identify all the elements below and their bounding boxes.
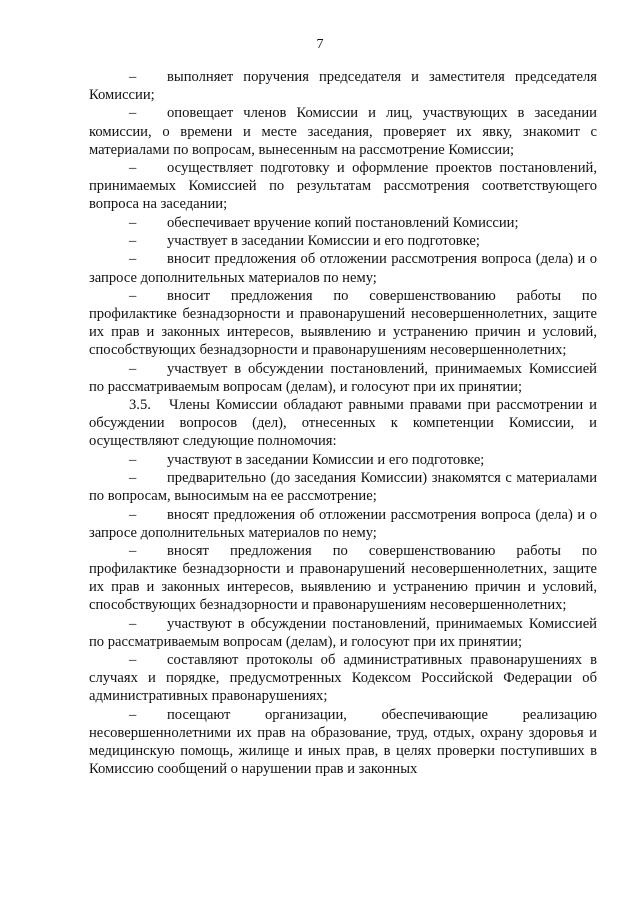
paragraph-text: вносят предложения об отложении рассмотрения вопроса (дела) и о запросе дополнительных материалов по нему; — [89, 506, 597, 541]
dash-marker: – — [129, 652, 137, 669]
dash-marker: – — [129, 506, 137, 523]
paragraph-text: вносит предложения об отложении рассмотрения вопроса (дела) и о запросе дополнительных материалов по нему; — [89, 251, 597, 286]
bullet-paragraph — [89, 232, 597, 250]
bullet-paragraph — [89, 615, 597, 651]
paragraph-text: участвуют в заседании Комиссии и его подготовке; — [167, 451, 485, 468]
bullet-paragraph — [89, 451, 597, 469]
paragraph-text: выполняет поручения председателя и заместителя председателя Комиссии; — [89, 69, 597, 104]
dash-marker: – — [129, 706, 137, 723]
paragraph-text: вносит предложения по совершенствованию работы по профилактике безнадзорности и правонарушений несовершеннолетних, защите их прав и законных интересов, выявлению и устранению причин и условий, способствующих безнадзорности и правонарушениям несовершеннолетних; — [89, 287, 597, 359]
dash-marker: – — [129, 360, 137, 377]
paragraph-text: вносят предложения по совершенствованию работы по профилактике безнадзорности и правонарушений несовершеннолетних, защите их прав и законных интересов, выявлению и устранению причин и условий, способствующих безнадзорности и правонарушениям несовершеннолетних; — [89, 543, 597, 614]
paragraph-text: предварительно (до заседания Комиссии) знакомятся с материалами по вопросам, выносимым на ее рассмотрение; — [89, 470, 597, 505]
bullet-paragraph — [89, 287, 597, 359]
dash-marker: – — [129, 251, 137, 268]
page-number: 7 — [316, 37, 324, 52]
dash-marker: – — [129, 105, 137, 122]
bullet-paragraph — [89, 250, 597, 286]
dash-marker: – — [129, 615, 137, 632]
dash-marker: – — [129, 470, 137, 487]
bullet-paragraph — [89, 469, 597, 505]
dash-marker: – — [129, 287, 137, 304]
bullet-paragraph — [89, 506, 597, 542]
dash-marker: – — [129, 451, 137, 468]
dash-marker: – — [129, 233, 137, 250]
bullet-paragraph — [89, 104, 597, 158]
bullet-paragraph — [89, 360, 597, 396]
dash-marker: – — [129, 69, 137, 85]
dash-marker: – — [129, 214, 137, 231]
bullet-paragraph — [89, 706, 597, 778]
paragraph-text: оповещает членов Комиссии и лиц, участвующих в заседании комиссии, о времени и месте заседания, проверяет их явку, знакомит с материалами по вопросам, вынесенным на рассмотрение Комиссии; — [89, 105, 597, 158]
paragraph-text: участвуют в обсуждении постановлений, принимаемых Комиссией по рассматриваемым вопросам (делам), и голосуют при их принятии; — [89, 615, 597, 650]
dash-marker: – — [129, 160, 137, 177]
bullet-paragraph — [89, 159, 597, 213]
bullet-paragraph — [89, 68, 597, 104]
numbered-paragraph — [89, 396, 597, 450]
paragraph-text: Члены Комиссии обладают равными правами при рассмотрении и обсуждении вопросов (дел), отнесенных к компетенции Комиссии, и осуществляют следующие полномочия: — [89, 397, 597, 450]
paragraph-text: обеспечивает вручение копий постановлений Комиссии; — [167, 214, 519, 231]
bullet-paragraph — [89, 651, 597, 705]
paragraph-text: посещают организации, обеспечивающие реализацию несовершеннолетними их прав на образование, труд, отдых, охрану здоровья и медицинскую помощь, жилище и иных прав, в целях проверки поступивших в Комиссию сообщений о нарушении прав и законных — [89, 706, 597, 778]
section-number: 3.5. — [129, 397, 151, 414]
paragraph-text: составляют протоколы об административных правонарушениях в случаях и порядке, предусмотренных Кодексом Российской Федерации об административных правонарушениях; — [89, 652, 597, 705]
paragraph-text: участвует в обсуждении постановлений, принимаемых Комиссией по рассматриваемым вопросам (делам), и голосуют при их принятии; — [89, 360, 597, 395]
bullet-paragraph — [89, 542, 597, 614]
paragraph-text: участвует в заседании Комиссии и его подготовке; — [167, 233, 480, 250]
document-body — [89, 68, 597, 778]
dash-marker: – — [129, 543, 137, 559]
bullet-paragraph — [89, 214, 597, 232]
paragraph-text: осуществляет подготовку и оформление проектов постановлений, принимаемых Комиссией по результатам рассмотрения соответствующего вопроса на заседании; — [89, 160, 597, 213]
